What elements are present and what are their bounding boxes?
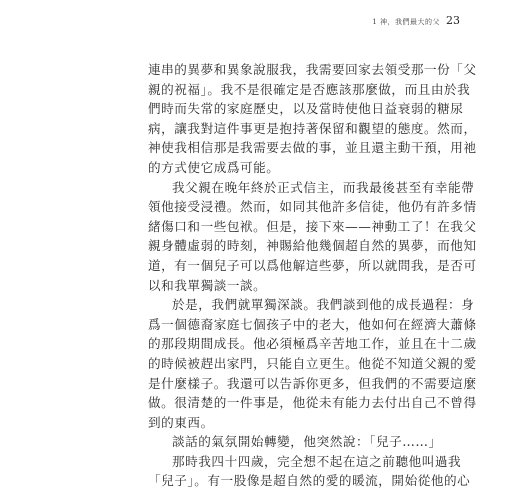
text-line: 以和我單獨談一談。 [148,277,267,293]
text-line: 談話的氣氛開始轉變，他突然說：「兒子……」 [172,434,442,450]
paragraph [148,60,477,178]
text-line: 我父親在晚年終於正式信主，而我最後甚至有幸能帶 [172,179,475,195]
page-number: 23 [446,14,460,27]
text-line: 病，讓我對這件事更是抱持著保留和觀望的態度。然而， [148,120,477,136]
text-line: 們時而失常的家庭歷史，以及當時使他日益衰弱的糖尿 [148,101,464,117]
text-line: 領他接受浸禮。然而，如同其他許多信徒，他仍有許多情 [148,199,477,215]
text-line: 爲一個德裔家庭七個孩子中的老大，他如何在經濟大蕭條 [148,316,477,332]
text-line: 於是，我們就單獨深談。我們談到他的成長過程：身 [172,297,475,313]
text-line: 到的東西。 [148,414,214,430]
text-line: 連串的異夢和異象說服我，我需要回家去領受那一份「父 [148,62,477,77]
text-line: 的那段期間成長。他必須極爲辛苦地工作，並且在十二歲 [148,336,477,352]
text-line: 那時我四十四歲，完全想不起在這之前聽他叫過我 [172,453,462,469]
text-line: 做。很清楚的一件事是，他從未有能力去付出自己不曾得 [148,395,477,411]
text-line: 親身體虛弱的時刻，神賜給他幾個超自然的異夢，而他知 [148,238,477,254]
body-text [148,60,477,491]
chapter-title: 1 神，我們最大的父 [372,18,440,26]
paragraph [148,295,477,432]
text-line: 神使我相信那是我需要去做的事，並且還主動干預，用祂 [148,140,477,156]
text-line: 是什麼樣子。我還可以告訴你更多，但我們的不需要這麼 [148,375,477,391]
text-line: 緒傷口和一些包袱。但是，接下來——神動工了！在我父 [148,218,477,234]
text-line: 親的祝福」。我不是很確定是否應該那麼做，而且由於我 [148,81,471,97]
text-line: 的時候被趕出家門，只能自立更生。他從不知道父親的愛 [148,355,477,371]
text-line: 道，有一個兒子可以爲他解這些夢，所以就問我，是否可 [148,257,477,273]
paragraph [148,178,477,296]
paragraph [148,452,472,491]
running-header [300,14,460,27]
text-line: 「兒子」。有一股像是超自然的愛的暖流，開始從他的心 [148,473,471,489]
paragraph [148,432,472,452]
text-line: 的方式使它成爲可能。 [148,159,280,175]
